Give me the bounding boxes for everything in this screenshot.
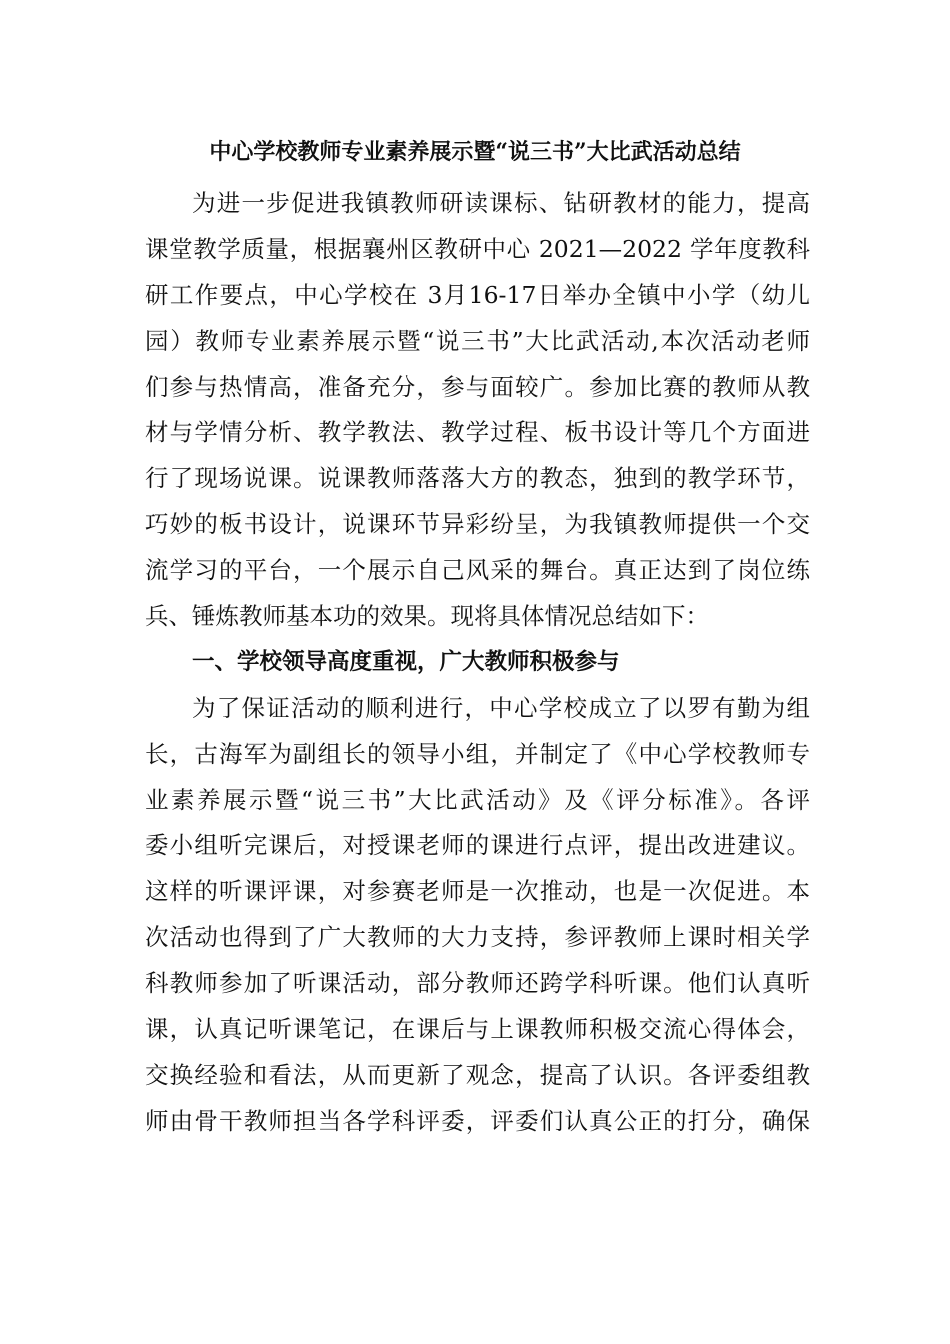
paragraph-line: 材与学情分析、教学教法、教学过程、板书设计等几个方面进 [145,418,810,447]
paragraph-line: 交换经验和看法，从而更新了观念，提高了认识。各评委组教 [145,1060,810,1089]
paragraph-line: 研工作要点，中心学校在 3月16-17日举办全镇中小学（幼儿 [145,280,810,309]
paragraph-line: 巧妙的板书设计，说课环节异彩纷呈，为我镇教师提供一个交 [145,510,810,539]
paragraph-line: 课堂教学质量，根据襄州区教研中心 2021—2022 学年度教科 [145,234,810,263]
paragraph-line: 师由骨干教师担当各学科评委，评委们认真公正的打分，确保 [145,1106,810,1135]
document-title: 中心学校教师专业素养展示暨“说三书”大比武活动总结 [209,139,741,165]
paragraph-line: 业素养展示暨“说三书”大比武活动》及《评分标准》。各评 [145,785,810,814]
section-heading: 一、学校领导高度重视，广大教师积极参与 [192,648,620,675]
paragraph-line: 兵、锤炼教师基本功的效果。现将具体情况总结如下： [145,602,709,631]
paragraph-line: 流学习的平台，一个展示自己风采的舞台。真正达到了岗位练 [145,556,810,585]
paragraph-line: 为了保证活动的顺利进行，中心学校成立了以罗有勤为组 [192,693,810,722]
paragraph-line: 次活动也得到了广大教师的大力支持，参评教师上课时相关学 [145,923,810,952]
paragraph-line: 们参与热情高，准备充分，参与面较广。参加比赛的教师从教 [145,372,810,401]
paragraph-line: 为进一步促进我镇教师研读课标、钻研教材的能力，提高 [192,189,810,217]
paragraph-line: 园）教师专业素养展示暨“说三书”大比武活动,本次活动老师 [145,326,810,355]
paragraph-line: 这样的听课评课，对参赛老师是一次推动，也是一次促进。本 [145,877,810,906]
document-body [145,181,810,1145]
paragraph-line: 科教师参加了听课活动，部分教师还跨学科听课。他们认真听 [145,969,810,998]
paragraph-line: 行了现场说课。说课教师落落大方的教态，独到的教学环节， [145,464,810,493]
paragraph-line: 长，古海军为副组长的领导小组，并制定了《中心学校教师专 [145,739,810,768]
paragraph-line: 课，认真记听课笔记，在课后与上课教师积极交流心得体会， [145,1015,810,1044]
paragraph-line: 委小组听完课后，对授课老师的课进行点评，提出改进建议。 [145,831,810,860]
